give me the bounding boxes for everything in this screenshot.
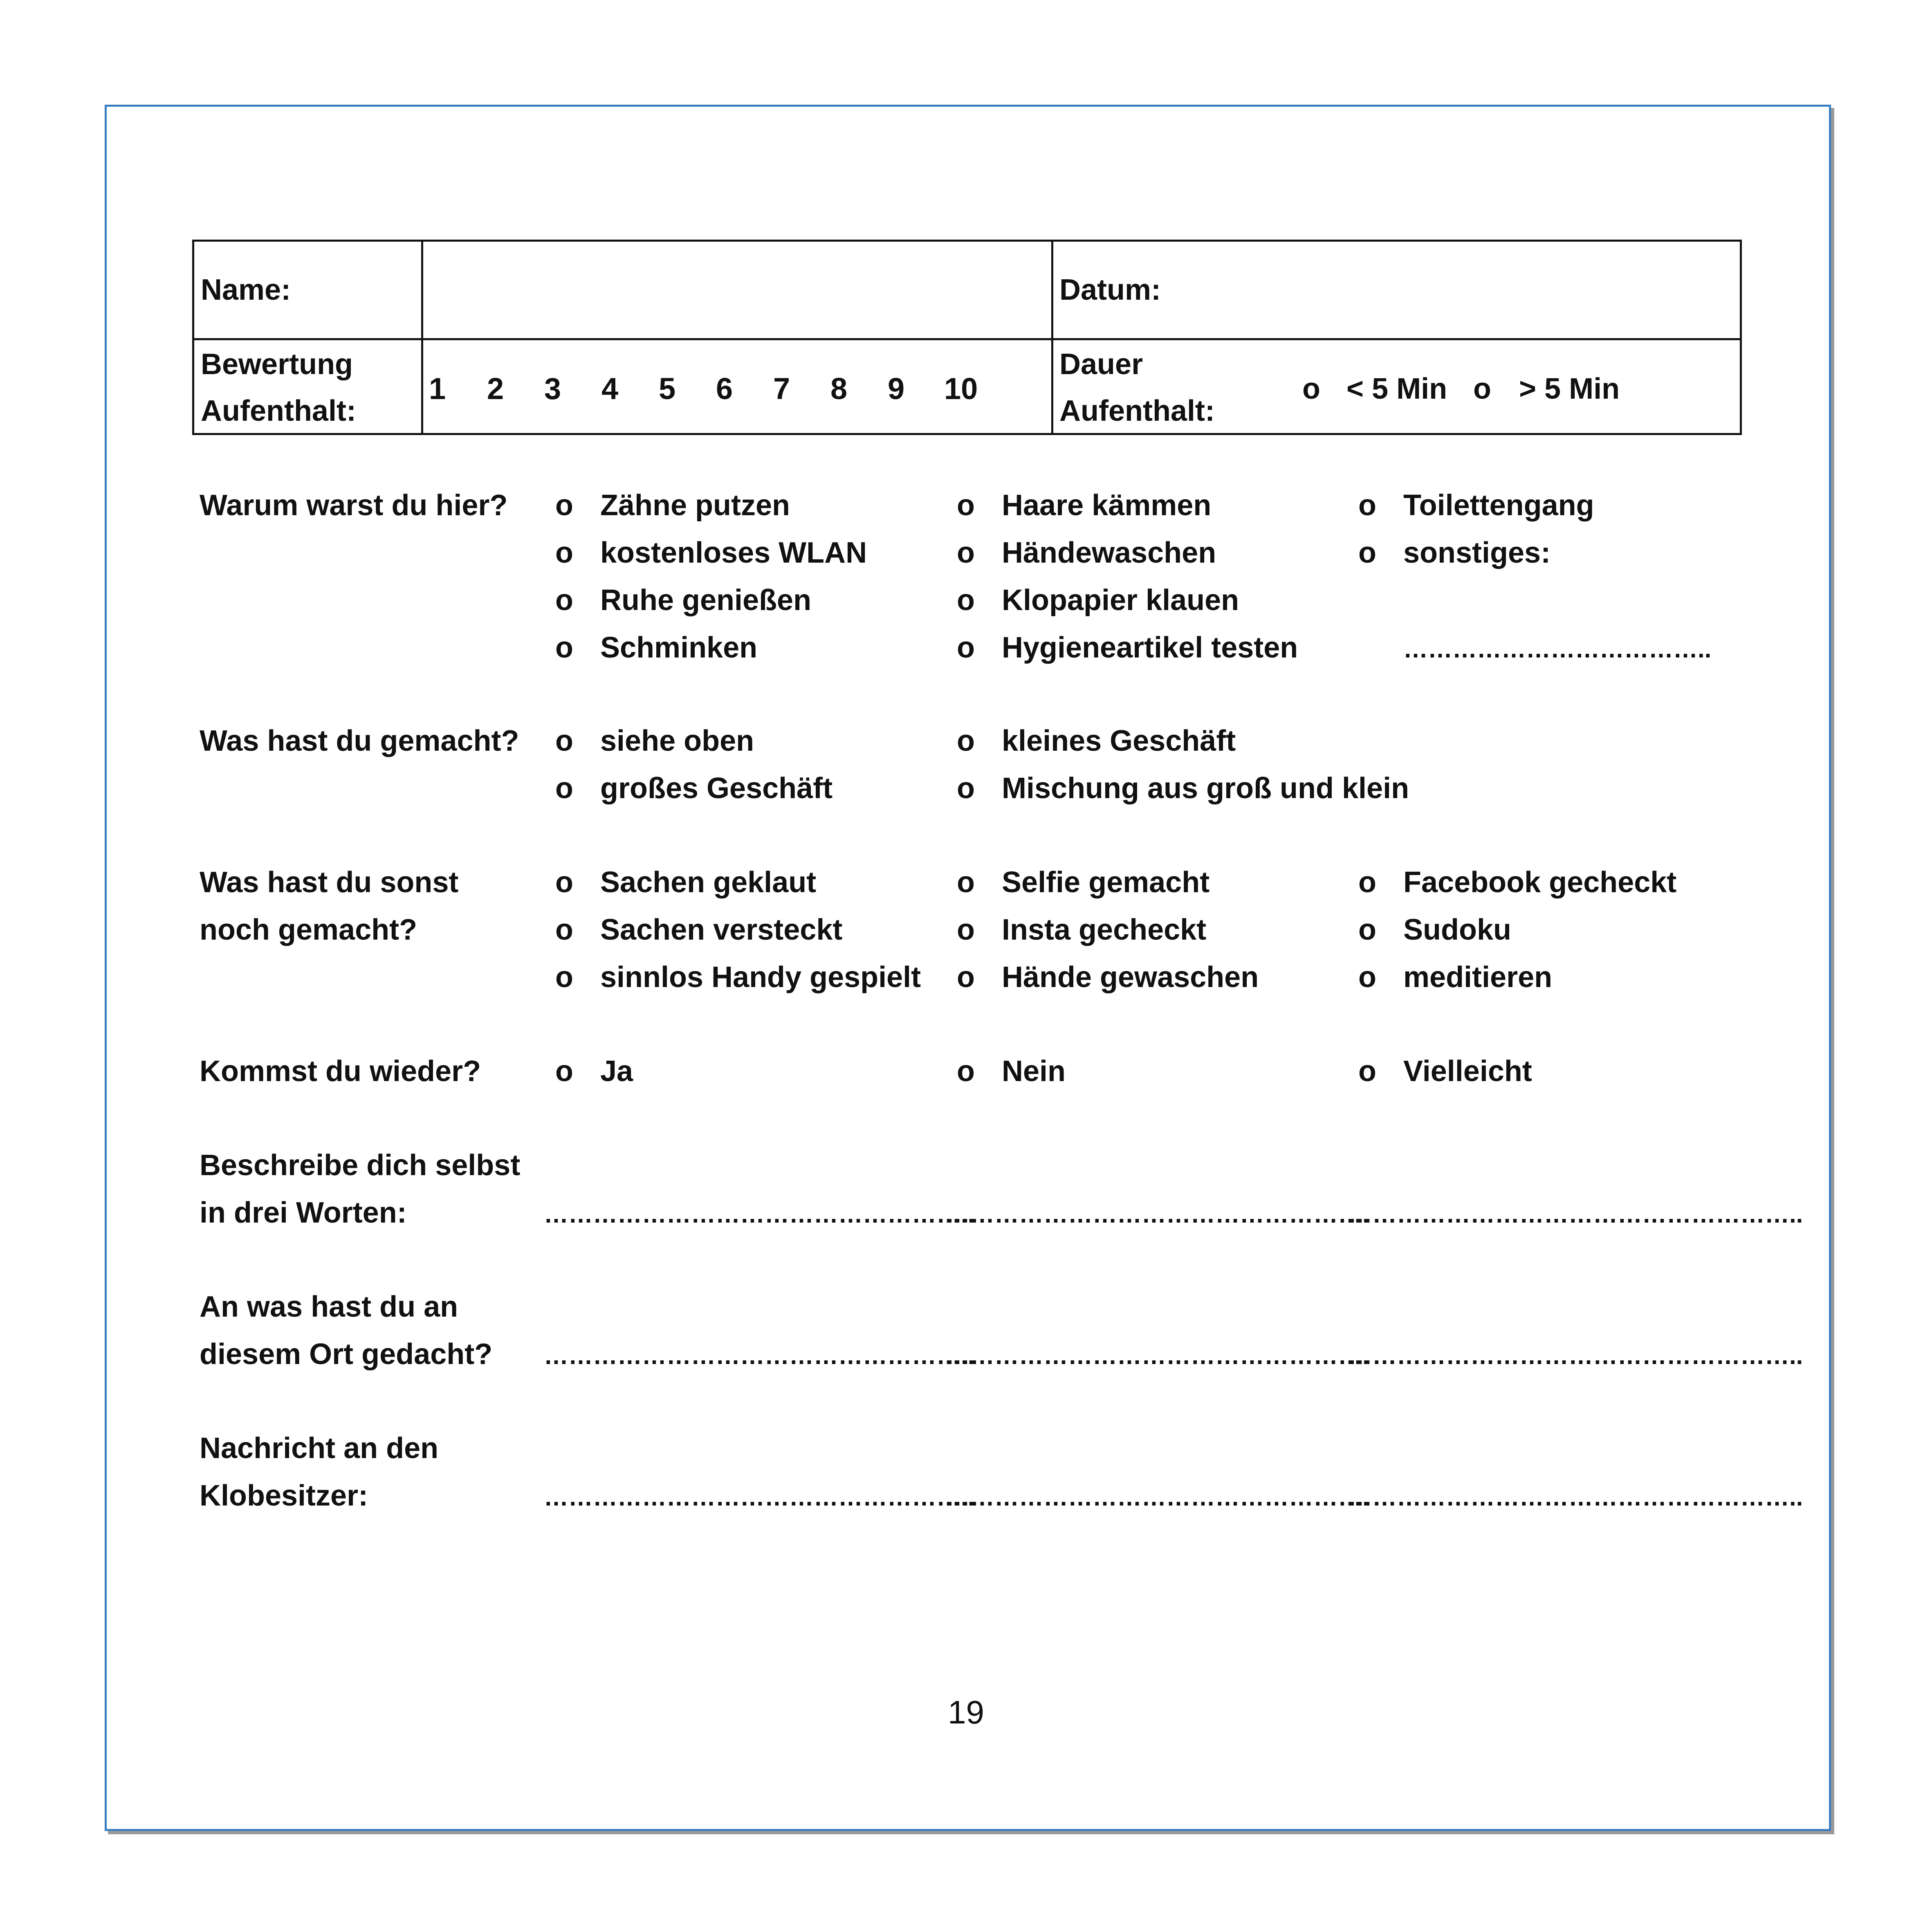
option-selfie: Selfie gemacht: [1002, 866, 1210, 899]
q2-label: Was hast du gemacht?: [200, 725, 519, 757]
option-vielleicht: Vielleicht: [1403, 1055, 1532, 1088]
option-ja: Ja: [600, 1055, 633, 1088]
q7-label-line-1: Nachricht an den: [200, 1432, 439, 1465]
option-haende-gewaschen: Hände gewaschen: [1002, 961, 1259, 994]
option-facebook: Facebook gecheckt: [1403, 866, 1677, 899]
option-hygieneartikel: Hygieneartikel testen: [1002, 631, 1298, 664]
checkbox[interactable]: o: [957, 961, 975, 994]
q5-fill-line-1[interactable]: ……………………………………………..: [544, 1200, 975, 1228]
checkbox[interactable]: o: [957, 772, 975, 805]
checkbox[interactable]: o: [555, 913, 573, 946]
q3-label-line-2: noch gemacht?: [200, 913, 417, 946]
rating-option-7[interactable]: 7: [773, 372, 790, 406]
q7-fill-line-3[interactable]: ………………………………………………..: [1348, 1483, 1803, 1511]
q5-fill-line-2[interactable]: …………………………………………….: [945, 1200, 1369, 1228]
checkbox[interactable]: o: [957, 631, 975, 664]
duration-under-5-checkbox[interactable]: o: [1302, 372, 1320, 405]
rating-option-10[interactable]: 10: [944, 372, 978, 406]
option-nein: Nein: [1002, 1055, 1066, 1088]
q5-fill-line-3[interactable]: ………………………………………………..: [1348, 1200, 1803, 1228]
option-sachen-geklaut: Sachen geklaut: [600, 866, 817, 899]
table-row-divider: [194, 338, 1740, 340]
q4-label: Kommst du wieder?: [200, 1055, 481, 1088]
checkbox[interactable]: o: [957, 536, 975, 569]
option-schminken: Schminken: [600, 631, 758, 664]
q6-fill-line-3[interactable]: ………………………………………………..: [1348, 1342, 1803, 1369]
checkbox[interactable]: o: [555, 1055, 573, 1088]
duration-over-5-checkbox[interactable]: o: [1473, 372, 1491, 405]
rating-label-line-1: Bewertung: [201, 348, 353, 381]
checkbox[interactable]: o: [555, 772, 573, 805]
checkbox[interactable]: o: [555, 866, 573, 899]
q5-label-line-1: Beschreibe dich selbst: [200, 1149, 521, 1182]
checkbox[interactable]: o: [957, 489, 975, 522]
name-label: Name:: [201, 274, 291, 306]
checkbox[interactable]: o: [1358, 961, 1376, 994]
rating-label-line-2: Aufenthalt:: [201, 395, 356, 427]
checkbox[interactable]: o: [1358, 913, 1376, 946]
checkbox[interactable]: o: [555, 584, 573, 617]
option-meditieren: meditieren: [1403, 961, 1553, 994]
checkbox[interactable]: o: [555, 536, 573, 569]
option-klopapier: Klopapier klauen: [1002, 584, 1239, 617]
q6-fill-line-1[interactable]: ……………………………………………..: [544, 1342, 975, 1369]
header-table: [192, 240, 1742, 435]
option-haendewaschen: Händewaschen: [1002, 536, 1216, 569]
checkbox[interactable]: o: [1358, 489, 1376, 522]
duration-over-5-label: > 5 Min: [1519, 372, 1620, 405]
sonstiges-fill-line[interactable]: ………………………………..: [1403, 635, 1712, 663]
checkbox[interactable]: o: [1358, 866, 1376, 899]
checkbox[interactable]: o: [957, 866, 975, 899]
q1-label: Warum warst du hier?: [200, 489, 508, 522]
option-haare: Haare kämmen: [1002, 489, 1212, 522]
q6-fill-line-2[interactable]: …………………………………………….: [945, 1342, 1369, 1369]
duration-under-5-label: < 5 Min: [1346, 372, 1447, 405]
q6-label-line-1: An was hast du an: [200, 1290, 458, 1323]
rating-option-9[interactable]: 9: [888, 372, 905, 406]
option-wlan: kostenloses WLAN: [600, 536, 867, 569]
checkbox[interactable]: o: [1358, 536, 1376, 569]
rating-option-1[interactable]: 1: [429, 372, 446, 406]
q5-label-line-2: in drei Worten:: [200, 1196, 407, 1229]
q6-label-line-2: diesem Ort gedacht?: [200, 1338, 493, 1371]
option-insta: Insta gecheckt: [1002, 913, 1207, 946]
checkbox[interactable]: o: [1358, 1055, 1376, 1088]
rating-option-2[interactable]: 2: [487, 372, 504, 406]
q3-label-line-1: Was hast du sonst: [200, 866, 459, 899]
page-number: 19: [948, 1694, 984, 1730]
option-sachen-versteckt: Sachen versteckt: [600, 913, 843, 946]
checkbox[interactable]: o: [555, 961, 573, 994]
duration-label-line-2: Aufenthalt:: [1059, 395, 1215, 427]
option-mischung: Mischung aus groß und klein: [1002, 772, 1409, 805]
rating-option-6[interactable]: 6: [716, 372, 733, 406]
option-kleines-geschaeft: kleines Geschäft: [1002, 725, 1236, 757]
checkbox[interactable]: o: [957, 725, 975, 757]
checkbox[interactable]: o: [555, 489, 573, 522]
option-sonstiges: sonstiges:: [1403, 536, 1551, 569]
rating-option-3[interactable]: 3: [544, 372, 561, 406]
rating-option-4[interactable]: 4: [601, 372, 619, 406]
option-ruhe: Ruhe genießen: [600, 584, 812, 617]
checkbox[interactable]: o: [555, 725, 573, 757]
q7-fill-line-1[interactable]: ……………………………………………..: [544, 1483, 975, 1511]
checkbox[interactable]: o: [957, 584, 975, 617]
rating-option-5[interactable]: 5: [659, 372, 676, 406]
date-label: Datum:: [1059, 274, 1161, 306]
option-sudoku: Sudoku: [1403, 913, 1511, 946]
checkbox[interactable]: o: [957, 1055, 975, 1088]
q7-label-line-2: Klobesitzer:: [200, 1479, 368, 1512]
option-toilettengang: Toilettengang: [1403, 489, 1594, 522]
rating-option-8[interactable]: 8: [830, 372, 848, 406]
option-siehe-oben: siehe oben: [600, 725, 754, 757]
checkbox[interactable]: o: [957, 913, 975, 946]
table-col-divider-2: [1051, 242, 1053, 433]
q7-fill-line-2[interactable]: …………………………………………….: [945, 1483, 1369, 1511]
option-handy: sinnlos Handy gespielt: [600, 961, 921, 994]
option-zaehne-putzen: Zähne putzen: [600, 489, 790, 522]
option-grosses-geschaeft: großes Geschäft: [600, 772, 833, 805]
table-col-divider-1: [421, 242, 423, 433]
duration-label-line-1: Dauer: [1059, 348, 1143, 381]
checkbox[interactable]: o: [555, 631, 573, 664]
